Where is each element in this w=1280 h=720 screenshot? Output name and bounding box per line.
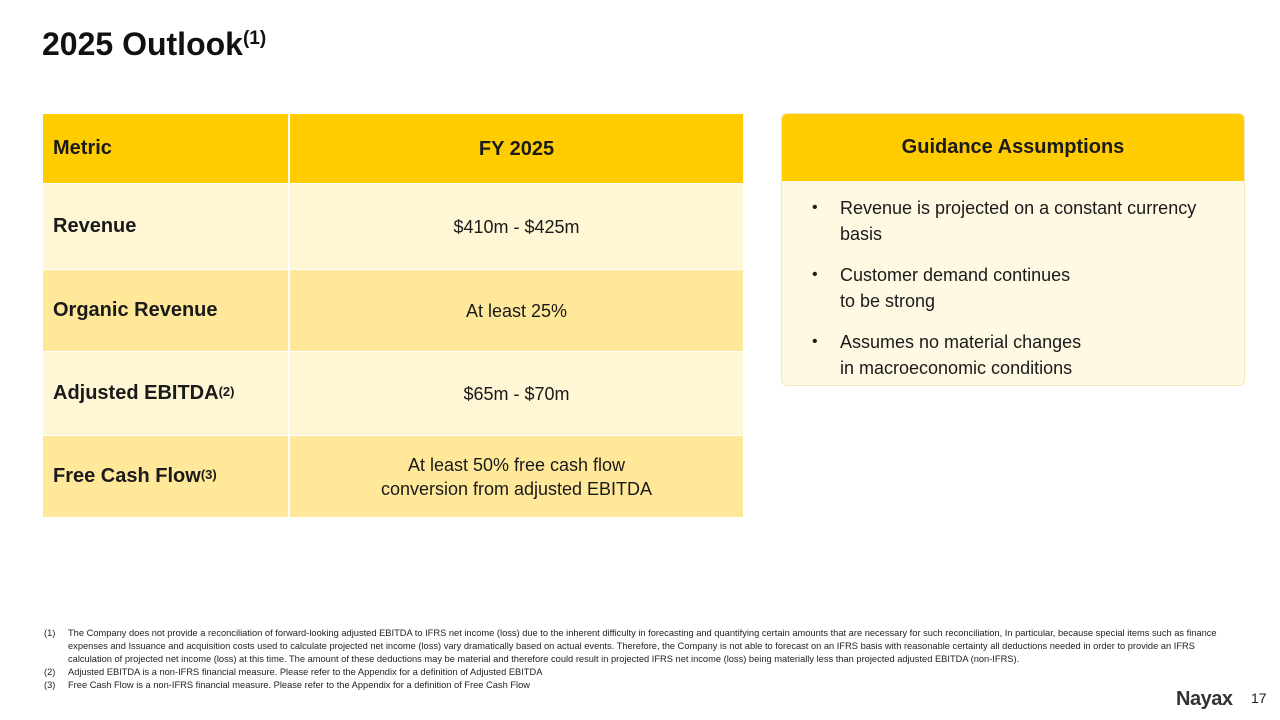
footnote-text: Free Cash Flow is a non-IFRS financial measure. Please refer to the Appendix for a definition of Free Cash Flow bbox=[68, 680, 530, 690]
guidance-item-text: Assumes no material changes in macroeconomic conditions bbox=[840, 332, 1082, 378]
table-row bbox=[43, 352, 743, 436]
guidance-assumptions-panel bbox=[781, 113, 1245, 386]
guidance-item bbox=[810, 195, 1226, 247]
page-title-footnote-ref: (1) bbox=[242, 28, 267, 49]
guidance-item-text: Revenue is projected on a constant currency basis bbox=[840, 198, 1197, 244]
header-fy2025-label: FY 2025 bbox=[478, 137, 555, 160]
row-metric-label: Free Cash Flow bbox=[53, 465, 201, 487]
page-title-text: 2025 Outlook bbox=[42, 26, 243, 62]
table-row bbox=[43, 184, 743, 270]
header-metric: Metric bbox=[43, 114, 290, 183]
guidance-item bbox=[810, 262, 1226, 314]
row-metric bbox=[43, 352, 290, 435]
bullet-icon: • bbox=[812, 199, 818, 216]
row-metric-label: Organic Revenue bbox=[53, 299, 218, 321]
footnote bbox=[44, 679, 1219, 692]
page-number: 17 bbox=[1251, 690, 1267, 706]
row-metric-footnote-ref: (2) bbox=[218, 384, 235, 399]
nayax-logo: Nayax bbox=[1176, 688, 1233, 710]
footnote-number: (2) bbox=[44, 667, 56, 677]
footnote bbox=[44, 666, 1219, 679]
guidance-item-text: Customer demand continues to be strong bbox=[840, 265, 1071, 311]
row-value: $65m - $70m bbox=[463, 383, 570, 404]
bullet-icon: • bbox=[812, 333, 818, 350]
footnote bbox=[44, 627, 1219, 666]
table-row bbox=[43, 436, 743, 518]
row-metric bbox=[43, 436, 290, 517]
page-title bbox=[42, 26, 266, 63]
footnote-text: The Company does not provide a reconciliation of forward-looking adjusted EBITDA to IFRS net income (loss) due to the inherent difficulty in forecasting and quantifying certain amounts that are necessary for such reconciliation, In particular, because special items such as finance expenses and Issuance and acquisition costs used to calculate projected net income (loss) vary dramatically based on actual events. Therefore, the Company is not able to forecast on an IFRS basis with reasonable certainty all deductions needed in order to provide an IFRS calculation of projected net income (loss) at this time. The amount of these deductions may be material and therefore could result in projected IFRS net income (loss) being materially less than projected adjusted EBITDA (non-IFRS). bbox=[68, 628, 1217, 664]
outlook-table bbox=[43, 114, 743, 518]
row-value: At least 50% free cash flow conversion from adjusted EBITDA bbox=[380, 454, 653, 499]
row-metric-label: Revenue bbox=[53, 215, 137, 237]
row-value: $410m - $425m bbox=[453, 216, 580, 237]
footnote-number: (1) bbox=[44, 628, 56, 638]
guidance-title: Guidance Assumptions bbox=[782, 114, 1244, 181]
guidance-item bbox=[810, 329, 1226, 381]
table-header-row bbox=[43, 114, 743, 184]
guidance-list bbox=[782, 181, 1244, 381]
table-row bbox=[43, 270, 743, 352]
footnote-number: (3) bbox=[44, 680, 56, 690]
row-value: At least 25% bbox=[465, 300, 568, 321]
header-fy2025 bbox=[290, 114, 743, 183]
footnote-text: Adjusted EBITDA is a non-IFRS financial measure. Please refer to the Appendix for a definition of Adjusted EBITDA bbox=[68, 667, 543, 677]
footnotes bbox=[44, 627, 1219, 692]
row-metric-footnote-ref: (3) bbox=[200, 467, 217, 482]
row-metric bbox=[43, 270, 290, 351]
row-metric-label: Adjusted EBITDA bbox=[53, 382, 219, 404]
row-metric bbox=[43, 184, 290, 269]
bullet-icon: • bbox=[812, 266, 818, 283]
